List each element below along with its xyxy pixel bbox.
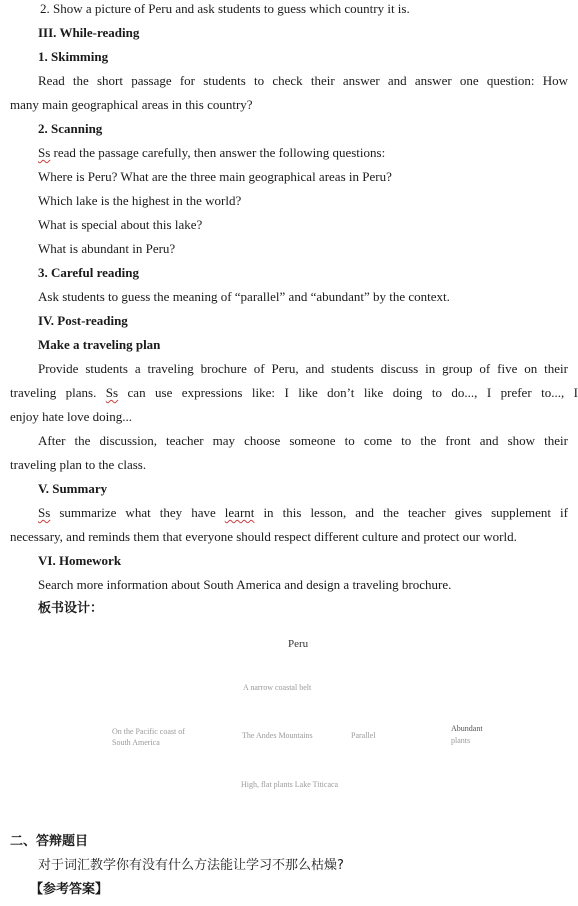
summary-mid-1: summarize what they have — [50, 505, 225, 520]
board-title: Peru — [288, 638, 309, 650]
plan-text-2-post: can use expressions like: I like don’t like doing to do..., I prefer to..., I — [118, 385, 578, 400]
after-text-2: traveling plan to the class. — [10, 457, 147, 472]
homework-heading: VI. Homework — [38, 553, 122, 568]
while-reading-heading: III. While-reading — [38, 25, 140, 40]
careful-reading-text: Ask students to guess the meaning of “parallel” and “abundant” by the context. — [38, 289, 450, 304]
summary-heading: V. Summary — [38, 481, 108, 496]
board-parallel: Parallel — [351, 731, 376, 740]
plan-text-3: enjoy hate love doing... — [10, 409, 133, 424]
post-reading-heading: IV. Post-reading — [38, 313, 128, 328]
intro-step-2: 2. Show a picture of Peru and ask students to guess which country it is. — [40, 1, 410, 16]
board-bottom: High, flat plants Lake Titicaca — [241, 780, 339, 789]
summary-mid-2: in this lesson, and the teacher gives supplement if — [254, 505, 568, 520]
careful-reading-heading: 3. Careful reading — [38, 265, 139, 280]
reference-answer-label: 【参考答案】 — [30, 882, 109, 897]
question-2: Which lake is the highest in the world? — [38, 193, 242, 208]
skimming-text-1: Read the short passage for students to check their answer and answer one question: How — [38, 73, 568, 88]
question-1: Where is Peru? What are the three main geographical areas in Peru? — [38, 169, 392, 184]
scanning-heading: 2. Scanning — [38, 121, 103, 136]
homework-text: Search more information about South America and design a traveling brochure. — [38, 577, 452, 592]
traveling-plan-heading: Make a traveling plan — [38, 337, 161, 352]
plan-text-1: Provide students a traveling brochure of Peru, and students discuss in group of five on their — [38, 361, 568, 376]
skimming-text-2: many main geographical areas in this country? — [10, 97, 253, 112]
skimming-heading: 1. Skimming — [38, 49, 109, 64]
plan-text-2-pre: traveling plans. — [10, 385, 106, 400]
ss-word: Ss — [38, 145, 51, 160]
board-abundant-1: Abundant — [451, 724, 483, 733]
board-narrow-belt: A narrow coastal belt — [243, 683, 312, 692]
section-2-heading: 二、答辩题目 — [10, 834, 89, 849]
plan-text-2 — [0, 384, 578, 402]
board-design-heading: 板书设计： — [38, 601, 104, 616]
question-4: What is abundant in Peru? — [38, 241, 176, 256]
board-pacific-1: On the Pacific coast of — [112, 727, 185, 736]
summary-text-1 — [0, 504, 568, 522]
question-3: What is special about this lake? — [38, 217, 203, 232]
after-text-1: After the discussion, teacher may choose someone to come to the front and show their — [38, 433, 568, 448]
ss-word: Ss — [105, 385, 119, 400]
board-abundant-2: plants — [451, 736, 471, 745]
board-pacific-2: South America — [112, 738, 160, 747]
scanning-intro — [0, 144, 568, 162]
summary-text-2: necessary, and reminds them that everyone should respect different culture and protect our world. — [10, 529, 517, 544]
defense-question: 对于词汇教学你有没有什么方法能让学习不那么枯燥? — [38, 858, 344, 873]
board-andes: The Andes Mountains — [242, 731, 313, 740]
scanning-intro-rest: read the passage carefully, then answer the following questions: — [50, 145, 386, 160]
ss-word: Ss — [38, 505, 51, 520]
learnt-word: learnt — [224, 505, 255, 520]
